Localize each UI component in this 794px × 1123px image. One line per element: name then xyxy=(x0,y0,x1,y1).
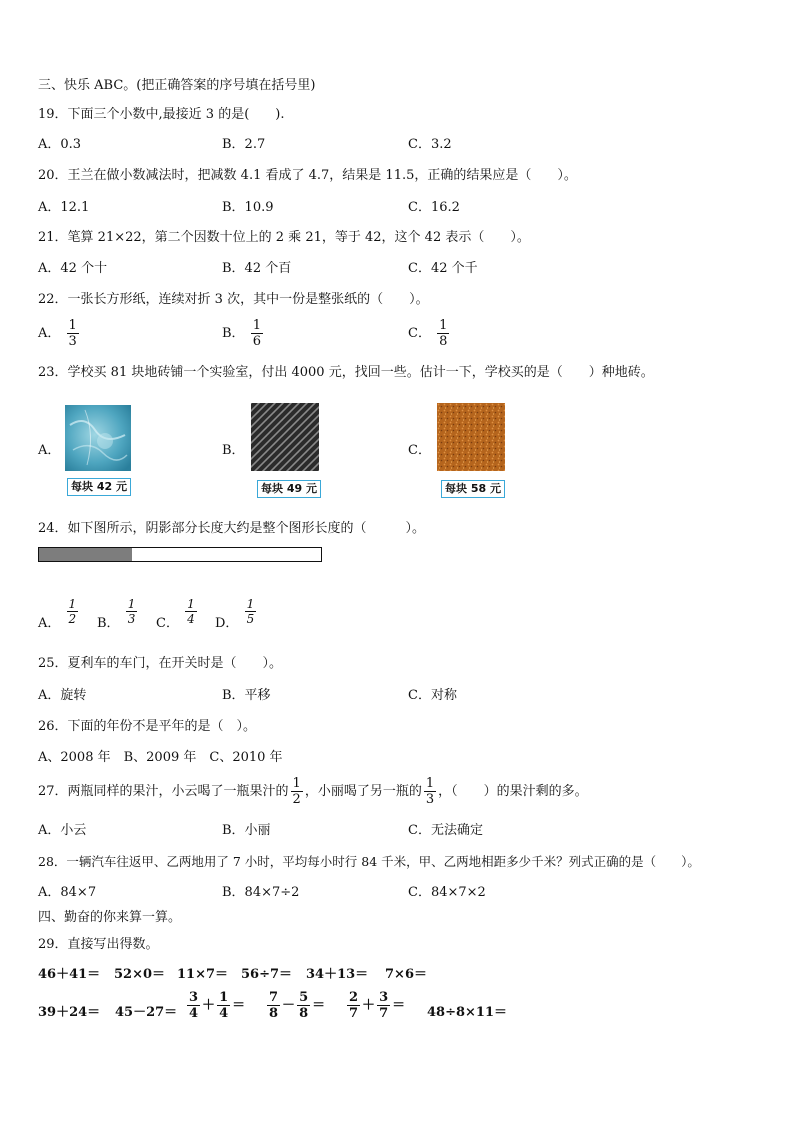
length-bar-figure xyxy=(38,547,322,562)
calc-item: 11×7＝ xyxy=(177,967,229,982)
denominator: 3 xyxy=(68,334,77,349)
q25-option-b: B．平移 xyxy=(222,688,271,703)
q27-stem-part3: ，（ ）的果汁剩的多。 xyxy=(438,783,588,799)
operator: ＋ xyxy=(362,997,376,1013)
fraction xyxy=(267,990,280,1021)
q19-stem: 19．下面三个小数中,最接近 3 的是( ). xyxy=(38,107,285,122)
q22-option-a-label: A． xyxy=(38,326,61,341)
calc-item: 34＋13＝ xyxy=(306,967,369,982)
q22-fraction-c xyxy=(437,318,449,349)
operator: － xyxy=(282,997,296,1013)
calc-item: 56÷7＝ xyxy=(241,967,293,982)
denominator: 2 xyxy=(68,612,77,626)
numerator: 1 xyxy=(219,990,229,1005)
q24-fraction-a xyxy=(67,597,79,626)
q24-option-a xyxy=(38,597,80,631)
q22-option-c-label: C． xyxy=(408,326,431,341)
calc-fraction-item xyxy=(265,990,325,1021)
q24-fraction-d xyxy=(245,597,257,626)
shaded-portion xyxy=(39,548,132,561)
denominator: 7 xyxy=(349,1006,359,1021)
calc-item: 46＋41＝ xyxy=(38,967,101,982)
q25-option-c: C．对称 xyxy=(408,688,457,703)
tile-image-brown-granite xyxy=(437,403,505,471)
q20-option-b: B．10.9 xyxy=(222,200,274,215)
fraction xyxy=(347,990,360,1021)
q21-option-a: A．42 个十 xyxy=(38,261,108,276)
tile-price-a: 每块 42 元 xyxy=(67,478,131,496)
q27-option-b: B．小丽 xyxy=(222,823,271,838)
numerator: 1 xyxy=(425,776,435,791)
q19-option-c: C．3.2 xyxy=(408,137,452,152)
q19-option-b: B．2.7 xyxy=(222,137,266,152)
q27-option-a: A．小云 xyxy=(38,823,87,838)
q26-options: A、2008 年 B、2009 年 C、2010 年 xyxy=(38,750,283,765)
q20-option-a: A．12.1 xyxy=(38,200,90,215)
q22-option-a xyxy=(38,318,81,349)
q22-stem: 22．一张长方形纸，连续对折 3 次，其中一份是整张纸的（ ）。 xyxy=(38,292,429,307)
q27-fraction-2 xyxy=(424,776,436,807)
tile-price-c: 每块 58 元 xyxy=(441,480,505,498)
q28-stem: 28．一辆汽车往返甲、乙两地用了 7 小时，平均每小时行 84 千米，甲、乙两地相距多少千米？列式正确的是（ ）。 xyxy=(38,854,700,869)
q25-stem: 25．夏利车的车门，在开关时是（ ）。 xyxy=(38,656,283,671)
denominator: 7 xyxy=(379,1006,389,1021)
q28-option-a: A．84×7 xyxy=(38,885,97,900)
calc-fraction-item xyxy=(185,990,245,1021)
equals-sign: ＝ xyxy=(312,997,326,1013)
q21-stem: 21．笔算 21×22，第二个因数十位上的 2 乘 21，等于 42，这个 42 表示（ ）。 xyxy=(38,230,530,245)
fraction xyxy=(187,990,200,1021)
q24-fraction-b xyxy=(126,597,138,626)
q24-option-b-label: B． xyxy=(97,616,120,631)
q27-option-c: C．无法确定 xyxy=(408,823,483,838)
q27-stem-part1: 27．两瓶同样的果汁，小云喝了一瓶果汁的 xyxy=(38,783,289,799)
denominator: 8 xyxy=(439,334,448,349)
q23-option-a: A． xyxy=(38,443,61,458)
numerator: 1 xyxy=(187,597,195,611)
fraction xyxy=(217,990,230,1021)
q24-option-b xyxy=(97,597,139,631)
numerator: 3 xyxy=(379,990,389,1005)
numerator: 1 xyxy=(127,597,136,611)
numerator: 2 xyxy=(349,990,359,1005)
q20-option-c: C．16.2 xyxy=(408,200,460,215)
equals-sign: ＝ xyxy=(232,997,246,1013)
q23-option-b: B． xyxy=(222,443,245,458)
q26-stem: 26．下面的年份不是平年的是（ ）。 xyxy=(38,719,257,734)
numerator: 7 xyxy=(269,990,279,1005)
q27-stem-part2: ，小丽喝了另一瓶的 xyxy=(304,783,422,799)
calc-fraction-item xyxy=(345,990,405,1021)
q24-option-d-label: D． xyxy=(215,616,239,631)
q24-fraction-c xyxy=(185,597,197,626)
fraction xyxy=(297,990,310,1021)
operator: ＋ xyxy=(202,997,216,1013)
q23-option-c: C． xyxy=(408,443,431,458)
q22-option-c xyxy=(408,318,451,349)
q24-option-c xyxy=(156,597,199,631)
calc-item: 48÷8×11＝ xyxy=(427,1005,508,1020)
calc-item: 45－27＝ xyxy=(115,1005,178,1020)
q22-option-b-label: B． xyxy=(222,326,245,341)
numerator: 3 xyxy=(189,990,199,1005)
numerator: 1 xyxy=(68,597,77,611)
denominator: 3 xyxy=(127,612,136,626)
denominator: 3 xyxy=(425,792,435,807)
q25-option-a: A．旋转 xyxy=(38,688,87,703)
denominator: 8 xyxy=(299,1006,309,1021)
denominator: 4 xyxy=(219,1006,229,1021)
numerator: 1 xyxy=(246,597,255,611)
q21-option-b: B．42 个百 xyxy=(222,261,292,276)
calc-item: 39＋24＝ xyxy=(38,1005,101,1020)
calc-item: 7×6＝ xyxy=(385,967,427,982)
denominator: 8 xyxy=(269,1006,279,1021)
q22-fraction-b xyxy=(251,318,263,349)
section-4-heading: 四、勤奋的你来算一算。 xyxy=(38,910,182,925)
q24-option-d xyxy=(215,597,258,631)
q21-option-c: C．42 个千 xyxy=(408,261,478,276)
q23-stem: 23．学校买 81 块地砖铺一个实验室，付出 4000 元，找回一些。估计一下，学校买的是（ ）种地砖。 xyxy=(38,365,654,380)
q27-fraction-1 xyxy=(291,776,303,807)
q28-option-c: C．84×7×2 xyxy=(408,885,486,900)
q24-option-a-label: A． xyxy=(38,616,61,631)
denominator: 4 xyxy=(189,1006,199,1021)
denominator: 6 xyxy=(252,334,261,349)
fraction xyxy=(377,990,390,1021)
q20-stem: 20．王兰在做小数减法时，把减数 4.1 看成了 4.7，结果是 11.5，正确的结果应是（ ）。 xyxy=(38,168,577,183)
numerator: 1 xyxy=(439,318,448,333)
q22-option-b xyxy=(222,318,265,349)
section-3-heading: 三、快乐 ABC。(把正确答案的序号填在括号里) xyxy=(38,78,316,93)
calc-item: 52×0＝ xyxy=(114,967,166,982)
numerator: 5 xyxy=(299,990,309,1005)
denominator: 4 xyxy=(187,612,195,626)
q22-fraction-a xyxy=(67,318,79,349)
q19-option-a: A．0.3 xyxy=(38,137,82,152)
q24-option-c-label: C． xyxy=(156,616,179,631)
tile-image-blue-marble xyxy=(65,405,131,471)
numerator: 1 xyxy=(292,776,301,791)
q28-option-b: B．84×7÷2 xyxy=(222,885,300,900)
q29-stem: 29．直接写出得数。 xyxy=(38,937,159,952)
denominator: 5 xyxy=(246,612,255,626)
tile-image-dark-weave xyxy=(251,403,319,471)
numerator: 1 xyxy=(252,318,261,333)
numerator: 1 xyxy=(68,318,77,333)
denominator: 2 xyxy=(292,792,301,807)
tile-price-b: 每块 49 元 xyxy=(257,480,321,498)
q27-stem xyxy=(38,776,588,807)
q24-stem: 24．如下图所示，阴影部分长度大约是整个图形长度的（ ）。 xyxy=(38,521,426,536)
equals-sign: ＝ xyxy=(392,997,406,1013)
